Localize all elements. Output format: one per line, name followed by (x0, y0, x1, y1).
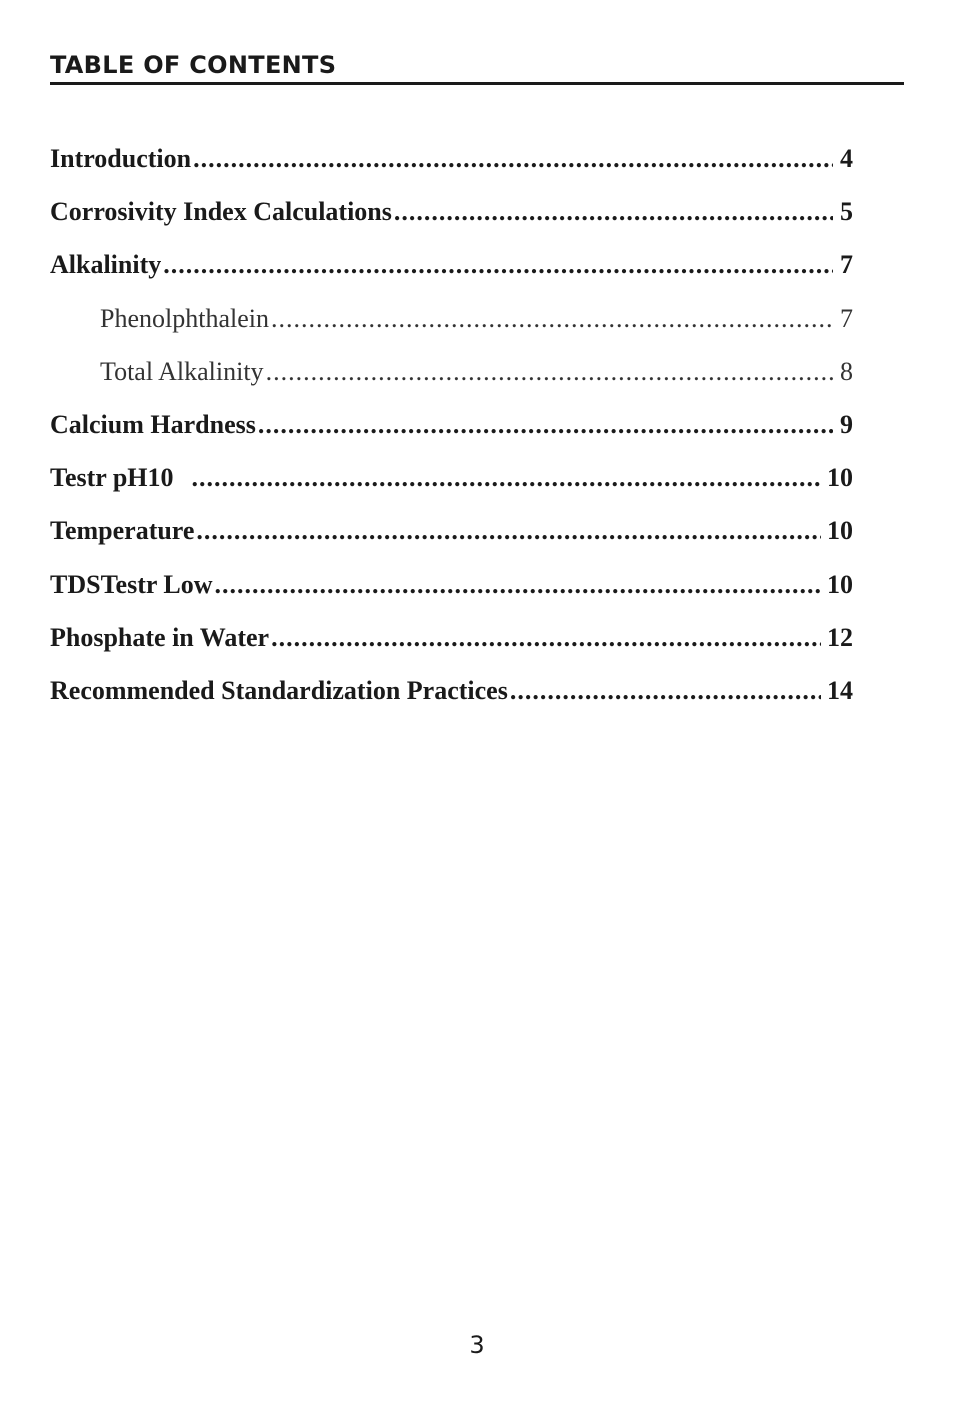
toc-entry-page: 10 (827, 463, 853, 493)
toc-entry-label: Phenolphthalein (100, 303, 269, 333)
toc-entry-calcium-hardness[interactable] (50, 398, 853, 451)
toc-entry-label: TDSTestr Low (50, 569, 213, 599)
toc-entry-alkalinity[interactable] (50, 238, 853, 291)
toc-entry-label: Alkalinity (50, 250, 162, 280)
toc-dot-leader (193, 132, 833, 185)
toc-dot-leader (394, 185, 833, 238)
toc-entry-phosphate-in-water[interactable] (50, 611, 853, 664)
toc-entry-page: 10 (827, 569, 853, 599)
toc-entry-label: Recommended Standardization Practices (50, 675, 508, 705)
toc-entry-total-alkalinity[interactable] (50, 345, 853, 398)
toc-dot-leader (271, 611, 821, 664)
toc-heading: TABLE OF CONTENTS (50, 50, 904, 85)
toc-entry-label: Phosphate in Water (50, 622, 270, 652)
toc-entry-label: Introduction (50, 144, 192, 173)
toc-entry-temperature[interactable] (50, 504, 853, 557)
toc-entry-page: 12 (827, 622, 853, 652)
toc-entry-page: 10 (827, 516, 853, 546)
toc-list (50, 132, 853, 717)
toc-entry-page: 9 (840, 409, 853, 439)
toc-entry-standardization-practices[interactable] (50, 664, 853, 717)
toc-entry-label: Temperature (50, 516, 195, 546)
toc-entry-introduction[interactable] (50, 132, 853, 185)
toc-entry-tdstestr-low[interactable] (50, 558, 853, 611)
toc-entry-page: 14 (827, 675, 853, 705)
toc-entry-label: Calcium Hardness (50, 409, 256, 439)
toc-entry-page: 7 (840, 250, 853, 280)
toc-entry-page: 7 (840, 303, 853, 333)
toc-dot-leader (510, 664, 821, 717)
toc-entry-label: Testr pH10 (50, 463, 174, 493)
toc-entry-label: Corrosivity Index Calculations (50, 197, 392, 227)
toc-entry-page: 8 (840, 356, 853, 386)
toc-entry-testr-ph10[interactable] (50, 451, 853, 504)
toc-dot-leader (163, 238, 833, 291)
toc-entry-phenolphthalein[interactable] (50, 292, 853, 345)
toc-entry-label: Total Alkalinity (100, 356, 264, 386)
toc-dot-leader (258, 398, 833, 451)
toc-dot-leader (266, 345, 833, 398)
page-number: 3 (469, 1331, 485, 1359)
toc-entry-page: 4 (840, 144, 853, 173)
toc-entry-corrosivity-index[interactable] (50, 185, 853, 238)
toc-dot-leader (215, 558, 821, 611)
toc-dot-leader (196, 504, 821, 557)
toc-dot-leader (271, 292, 833, 345)
toc-entry-page: 5 (840, 197, 853, 227)
toc-dot-leader (192, 451, 821, 504)
